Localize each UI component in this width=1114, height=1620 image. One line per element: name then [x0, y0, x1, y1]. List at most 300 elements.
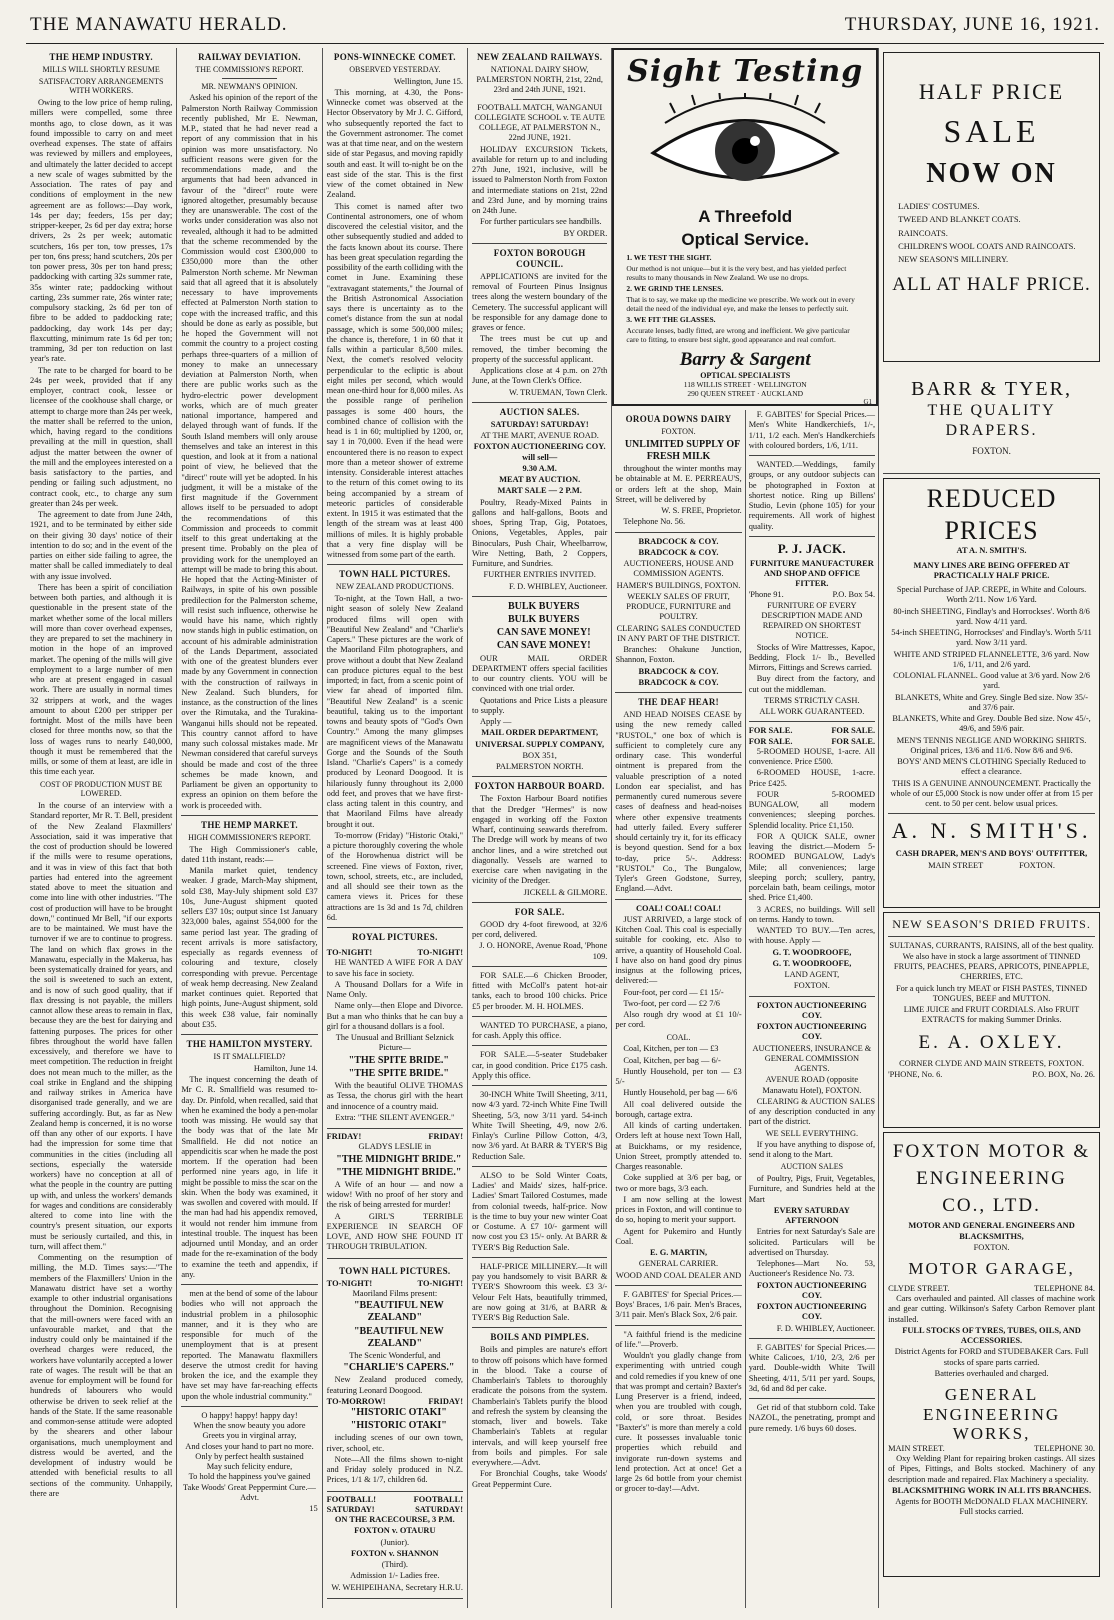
advert-sight-testing	[612, 48, 878, 406]
ad-label: FOOTBALL!	[326, 1494, 376, 1504]
ad-title: WORKS,	[952, 1424, 1031, 1444]
ad-text: MEN'S TENNIS NEGLIGE AND WORKING SHIRTS. Original prices, 13/6 and 11/6. Now 8/6 and 9/6.	[896, 735, 1087, 755]
ad-text: F. GABITES' for Special Prices.—Boys' Braces, 1/6 pair. Men's Braces, 3/11 pair. Men's Black Sox, 2/6 pair.	[615, 1289, 742, 1320]
dateline: Hamilton, June 14.	[253, 1063, 318, 1073]
ad-text: Also rough dry wood at £1 10/- per cord.	[615, 1010, 742, 1030]
divider	[472, 1045, 607, 1046]
ad-text: MAIL ORDER DEPARTMENT,	[481, 728, 599, 738]
ad-label: FRIDAY!	[428, 1396, 463, 1406]
ad-text: HE WANTED A WIFE FOR A DAY to save his face in society.	[326, 958, 463, 978]
divider	[749, 1398, 875, 1399]
ad-signature: W. WEHIPEIHANA, Secretary H.R.U.	[331, 1582, 463, 1592]
ad-row	[888, 1284, 1095, 1294]
divider	[615, 899, 741, 900]
headline-deaf-hear: THE DEAF HEAR!	[638, 697, 719, 708]
ad-text: Telephones—Mart No. 53, Auctioneer's Residence No. 73.	[748, 1259, 876, 1279]
headline-hamilton-mystery: THE HAMILTON MYSTERY.	[186, 1039, 313, 1050]
ad-text: "A faithful friend is the medicine of life."—Proverb.	[615, 1329, 742, 1349]
ad-text: CLEARING & AUCTION SALES of any description conducted in any part of the district.	[748, 1096, 876, 1127]
ad-text: PALMERSTON NORTH.	[495, 762, 584, 772]
ad-text: P.O. BOX, No. 26.	[1032, 1070, 1096, 1080]
divider	[327, 927, 463, 928]
ad-text: 3 ACRES, no buildings. Will sell on terms. Handy to town.	[748, 904, 876, 924]
article-paragraph: This comet is named after two Continental astronomers, one of whom discovered the celestial visitor, and the other subsequently studied and added to the facts known about its course. There has been great speculation regarding the possibility of the earth colliding with the comet in June. Examining these "extravagant statements," the Journal of the British Astronomical Association says there is uncertainty as to the comet's distance from the sun at nodal passage, which is some 500,000 miles; the chance is, therefore, 1 in 60 that it falls within a particular 8,500 miles. Next, the comet's resolved velocity perpendicular to the ecliptic is about eight miles per second, which would mean one-third hour for 8,000 miles. As the possible range of perihelion passages is some 400 hours, the combined chance of collision with the head is 1 in 60; multiplied by 1200, or, say 1 in 70,000. Even if the head were encountered there is no reason to expect more than a meteor shower of extreme intensity. Considerable interest attaches to the return of this comet owing to its being accompanied by a stream of meteoric particles of considerable extent. In 1915 it was estimated that the length of the stream was at least 400 millions of miles. It is highly probable that a very fine display will be witnessed from some part of the earth.	[326, 201, 463, 560]
subhead: AUCTION SALES	[780, 1162, 844, 1172]
ad-label: TO-NIGHT!	[326, 948, 373, 958]
ad-text: WANTED TO BUY.—Ten acres, with house. Apply —	[748, 926, 876, 946]
ad-text: (Junior).	[380, 1537, 410, 1547]
ad-row	[888, 861, 1095, 871]
advert-midnight-bride	[327, 1129, 463, 1259]
list-item: That is to say, we make up the medicine we prescribe. We work out in every detail the need of the individual eye, and make the lenses to perfectly suit.	[626, 295, 855, 313]
ad-text: MEAT BY AUCTION.	[499, 475, 581, 485]
ad-text: Agent for Pukemiro and Huntly Coal.	[615, 1226, 742, 1246]
ad-text: SATURDAY! SATURDAY!	[490, 419, 589, 429]
ad-text: The Foxton Harbour Board notifies that the Dredger "Hermes" is now engaged in working off the Foxton Wharf, continuing seawards therefrom. The Dredge will work by means of two anchor lines, and a wire stretched out diagonally. Vessels are warned to exercise care when navigating in the vicinity of the Dredger.	[472, 794, 608, 886]
column-6	[746, 410, 878, 1608]
subhead: COAL.	[666, 1032, 691, 1042]
advert-reduced-prices	[883, 478, 1100, 908]
ad-label: TO-NIGHT!	[417, 948, 463, 958]
ad-text: 'Phone 91.	[748, 590, 784, 600]
ad-text: throughout the winter months may be obtainable at M. E. PERREAU'S, or orders left at the shop, Main Street, will be delivered by	[615, 464, 742, 504]
ad-text: F. GABITES' for Special Prices.—White Calicoes, 1/10, 2/3, 2/6 per yard. Double-width White Twill Sheeting, 4/11, 5/11 per yard. Soups, 3d, 6d and 8d per cake.	[748, 1342, 876, 1393]
ad-text: All coal delivered outside the borough, cartage extra.	[615, 1099, 742, 1119]
ad-row	[327, 1495, 463, 1505]
subhead: IS IT SMALLFIELD?	[213, 1052, 286, 1062]
subhead: HIGH COMMISSIONER'S REPORT.	[188, 832, 311, 842]
ad-text: WANTED TO PURCHASE, a piano, for cash. Apply this office.	[472, 1020, 608, 1041]
eye-icon	[645, 93, 845, 203]
ad-text: Poultry, Ready-Mixed Paints in gallons and half-gallons, Boots and shoes, Spring Trap, Gig, Potatoes, Onions, Vegetables, Apples, pair Binoculars, Push Chair, Wheelbarrow, Wire Netting, Bath, 2 Coppers, Furniture, and Sundries.	[472, 497, 608, 569]
ad-title: FOXTON MOTOR &	[892, 1141, 1091, 1162]
ad-text: WOOD AND COAL DEALER AND	[615, 1270, 742, 1280]
ad-list	[888, 201, 1095, 265]
ad-text: HAMER'S BUILDINGS, FOXTON.	[616, 580, 741, 590]
ad-text: Four-foot, per cord — £1 15/-	[623, 987, 724, 997]
ad-text: TELEPHONE 30.	[1034, 1443, 1096, 1453]
divider	[749, 536, 875, 537]
ad-text: The Unusual and Brilliant Selznick Picture—	[335, 1033, 454, 1053]
ad-title: BARR & TYER,	[911, 378, 1072, 400]
ad-label: TO-MORROW!	[326, 1396, 386, 1406]
ad-title: CAN SAVE MONEY!	[496, 640, 591, 652]
headline-town-hall: TOWN HALL PICTURES.	[339, 569, 451, 580]
ad-text: 'PHONE, No. 6.	[888, 1070, 943, 1080]
ad-text: BRADCOCK & COY.	[638, 547, 719, 557]
ad-label: TO-NIGHT!	[417, 1278, 463, 1288]
ad-heading: TOWN HALL PICTURES.	[339, 1265, 451, 1276]
divider	[472, 1257, 607, 1258]
ad-text: 54-inch SHEETING, Horrockses' and Findlay's. Worth 5/11 yard. Now 3/11 yard.	[891, 628, 1092, 648]
ad-label: FOR SALE.	[831, 736, 876, 746]
ad-text: THIS IS A GENUINE ANNOUNCEMENT. Practically the whole of our £5,000 Stock is now under offer at from 15 per cent. to 50 per cent. below usual prices.	[890, 778, 1093, 809]
ad-text: Cars overhauled and painted. All classes of machine work and gear cutting. Wilkinson's Safety Carbon Remover plant installed.	[888, 1294, 1096, 1324]
article-paragraph: Asked his opinion of the report of the Palmerston North Railway Commission recently published, Mr E. Newman, M.P., stated that he had never read a report of any commission that in his opinion was more unsatisfactory. No sufficient reasons were given for the recommendations made, and the arguments that had been advanced in favour of the "direct" route were ignored altogether, presumably because they are unanswerable. The cost of the works under consideration was also not revealed, although it had to be admitted that the scheme recommended by the Commission would cost £300,000 to £350,000 more than the other Palmerston North scheme. Mr Newman said that all agreed that it is absolutely necessary to have improvements effected at Palmerston North station to cope with the increased traffic, and this should be done as early as possible, but he hoped the Government will not commit the country to a project costing perhaps three-quarters of a million of money to make an unnecessary deviation at Palmerston North, when there are public works such as the hydro-electric power development works, which are of much greater national importance, hampered and delayed through want of funds. If the South Island members will only arouse themselves and take an interest in this question, and look at it from a national point of view, he believed that the "direct" route will yet be adopted. In his judgment, it will be a mistake of the first magnitude if the Government allows itself to be persuaded to adopt the recommendations of this Commission and proceeds to commit itself to this great undertaking at the present time. Probably on the plea of providing work for the unemployed an attempt will be made to bring this about. He hoped that the Acting-Minister of Railways, in spite of his own possible predilection for the Palmerston scheme, will resist such influence, otherwise he would have his name, which rightly now stands high in public estimation, on account of his admirable administration of the Lands Department, associated with one of the greatest blunders ever made by any Government in connection with the construction of railways in New Zealand. Such blunders, for instance, as the construction of the lines over the Rimutaka, and the Turakina-Wanganui hills should not be repeated. This country cannot afford to have many such colossal mistakes made. Mr Newman considered that careful surveys should be made and cost of the three schemes be made known, and Parliament be given an opportunity to express an opinion on them before the work is proceeded with.	[181, 93, 318, 810]
ad-label: FOR SALE.	[831, 726, 876, 736]
ad-text: JUST ARRIVED, a large stock of Kitchen Coal. This coal is especially suitable for cooking, etc. Also to arrive, a quantity of Household Coal. I have also on hand good dry pinus insignus at the following prices, delivered:—	[615, 914, 742, 986]
ad-text: Boils and pimples are nature's effort to throw off poisons which have formed in the blood. Take a course of Chamberlain's Tablets to thoroughly eradicate the poisons from the system. Chamberlain's Tablets purify the blood and refresh the system by cleansing the stomach, liver and bowels. Take Chamberlain's Tablets at regular intervals, and will keep yourself free from boils and pimples. For sale everywhere.—Advt.	[472, 1345, 608, 1468]
article-paragraph: In the course of an interview with a Standard reporter, Mr R. T. Bell, president of the New Zealand Flaxmillers' Association, said it was imperative that the cost of production should be lowered if the mills were to resume operations, and it was in view of this fact that both parties had entered into the agreement stated above to meet the situation and come into line with other industries. "The cost of production will have to be brought down," continued Mr Bell, "if our exports are to be maintained. We must have the turnover if we are to continue to progress. The land on which flax grows in the Manawatu, especially in the Makerua, has been systematically drained for years, and the soil is sweetened to such an extent, and is now of such good quality, that if flax dressing is not payable, the millers cannot allow these areas to remain in flax, because they are the best for dairying and fattening purposes. The prices for other fibres throughout the world have fallen excessively, and therefore we have to meet competition. The reduction in freight does not mean much to the miller, as the coal strike in England and the shipping and railway strikes in America have disorganised trade generally, and we are suffering accordingly. But, as far as New Zealand hemp is concerned, it is no worse off than any other of our exports. I have had the impression for some time that communities in the cities (including all sections, especially the waterside workers) have no conception at all of what the people in the country are putting up with, and unless the workers' demands for wages and conditions are considerably altered to come into line with the country's present situation, our exports must be seriously curtailed, and this, in turn, will affect them."	[30, 801, 173, 1251]
subhead: COST OF PRODUCTION MUST BE LOWERED.	[39, 779, 163, 799]
ad-title: "BEAUTIFUL NEW ZEALAND"	[353, 1300, 444, 1324]
ad-text: ALL WORK GUARANTEED.	[759, 707, 865, 717]
ad-text: District Agents for FORD and STUDEBAKER Cars. Full stocks of spare parts carried.	[894, 1347, 1089, 1367]
masthead-date: THURSDAY, JUNE 16, 1921.	[844, 14, 1100, 35]
ad-text: of Poultry, Pigs, Fruit, Vegetables, Furniture, and Sundries held at the Mart	[748, 1174, 876, 1204]
headline-harbour-board: FOXTON HARBOUR BOARD.	[474, 781, 605, 792]
subhead: THE COMMISSION'S REPORT.	[195, 64, 304, 74]
ad-title: Sight Testing	[627, 54, 864, 89]
divider	[181, 1284, 317, 1285]
ad-text: AUCTIONEERS, INSURANCE & GENERAL COMMISSION AGENTS.	[752, 1043, 872, 1074]
ad-text: ON THE RACECOURSE, 3 P.M.	[334, 1515, 455, 1525]
ad-text: FOXTON AUCTIONEERING COY.	[756, 1302, 867, 1322]
ad-signature: F. D. WHIBLEY, Auctioneer.	[776, 1323, 876, 1333]
article-paragraph: The High Commissioner's cable, dated 11th instant, reads:—	[181, 844, 318, 864]
ad-signature: J. O. HONORE, Avenue Road, 'Phone 109.	[479, 941, 608, 961]
ad-text: Telephone No. 56.	[623, 517, 686, 527]
ad-text: Special Purchase of JAP. CREPE, in White and Colours. Worth 2/11. Now 1/6 Yard.	[896, 585, 1087, 605]
ad-text: MAIN STREET.	[888, 1443, 945, 1453]
ad-label: FOR SALE.	[748, 726, 793, 736]
ad-text: HALF-PRICE MILLINERY.—It will pay you handsomely to visit BARR & TYER'S Showroom this week. £3 3/- Velour Felt Hats, beautifully trimmed, are now going at 31/6, at BARR & TYER'S Big Reduction Sale.	[472, 1261, 608, 1323]
ad-title: "THE MIDNIGHT BRIDE."	[336, 1166, 462, 1178]
ad-text: FULL STOCKS OF TYRES, TUBES, OILS, AND ACCESSORIES.	[902, 1325, 1081, 1346]
list-item: 3. WE FIT THE GLASSES.	[626, 315, 716, 324]
ad-row	[749, 590, 875, 600]
ad-title: SALE	[943, 112, 1040, 149]
divider	[181, 815, 317, 816]
ad-text: Huntly Household, per ton — £3 5/-	[615, 1066, 742, 1087]
ad-text: NATIONAL DAIRY SHOW, PALMERSTON NORTH, 21st, 22nd, 23rd and 24th JUNE, 1921.	[476, 64, 603, 95]
ad-signature: JICKELL & GILMORE.	[523, 887, 608, 897]
headline-dairy: OROUA DOWNS DAIRY	[625, 414, 732, 424]
article-paragraph: Owing to the low price of hemp ruling, millers were compelled, some three months ago, to close down, as it was found impossible to carry on and meet overhead expenses. The state of affairs was reviewed by millers and employees, and ultimately the latter decided to accept a new scale of wages submitted by the Association. The rates of pay and conditions of employment in the new agreement are as follows:—Day work, 14s per day; feeders, 15s per day; stripper-keeper, 2s 6d per day extra; horse drivers, 2s 2s per week; automatic scutchers, 16s per ton, tow presses, 17s per ton, 6ns press; hand scutchers, 20s per ton power press, 30s per ton hand press; paddocking with carting 32s summer rate, 35s winter rate; paddocking without carting, 23s summer rate, 26s winter rate; compulsory stacking, 2s 6d per ton of fibre to be added to paddocking rate; paddocking, day work 14s per day; flaxcutting, minimum rate 1s 6d per ton; tramming, 3d per ton reduction on last year's rate.	[30, 98, 173, 364]
article-paragraph: men at the bend of some of the labour bodies who will not approach the industrial problem in a philosophic manner, and it is they who are responsible for much of the unemployment that is at present reported. The Manawatu flaxmillers deserve the utmost credit for having broken the ice, and the example they have set may have far-reaching effects upon the whole industrial community."	[181, 1289, 318, 1401]
divider	[749, 1338, 875, 1339]
ad-text: BRADCOCK & COY.	[638, 666, 719, 676]
ad-text: A Thousand Dollars for a Wife in Name Only.	[326, 979, 463, 1000]
ad-text: FOR A QUICK SALE, owner leaving the district.—Modern 5-ROOMED BUNGALOW, Lady's Mile; all conveniences; large sleeping porch; scullery, pantry, porcelain bath, beam ceilings, motor shed. Price £1,400.	[748, 831, 876, 903]
headline-comet: PONS-WINNECKE COMET.	[333, 52, 456, 62]
ad-text: We also have in stock a large assortment of TINNED FRUITS, PEACHES, PEARS, APRICOTS, PINEAPPLE, CHERRIES, ETC.	[893, 951, 1090, 982]
columns	[26, 48, 1104, 1608]
ad-brand: Barry & Sargent	[679, 349, 811, 370]
list-item: 1. WE TEST THE SIGHT.	[626, 253, 712, 262]
ad-row	[888, 1444, 1095, 1454]
ad-text: FOXTON.	[793, 981, 830, 991]
divider	[472, 1016, 607, 1017]
ad-title: NOW ON	[926, 157, 1057, 189]
ad-label: SATURDAY!	[415, 1504, 463, 1514]
ad-text: Coal, Kitchen, per ton — £3	[623, 1044, 719, 1054]
ad-title: "HISTORIC OTAKI"	[350, 1420, 447, 1432]
masthead-title: THE MANAWATU HERALD.	[30, 14, 288, 35]
ad-text: FURNITURE OF EVERY DESCRIPTION MADE AND REPAIRED ON SHORTEST NOTICE.	[761, 600, 863, 641]
masthead	[26, 8, 1104, 44]
list-item: CHILDREN'S WOOL COATS AND RAINCOATS.	[898, 241, 1076, 252]
ad-text: AT A. N. SMITH'S.	[956, 546, 1027, 556]
article-paragraph: There has been a spirit of conciliation between both parties, and although it is questionable in the present state of the market whether some of the local millers will more than cover overhead expenses, they are prepared to set the machinery in motion in the hope of an improved market. The opening of the mills will give employment to a large number of men who are at present engaged in casual work. There are usually in normal times 32 strippers at work, and the wages amount to about £200 per stripper per fortnight. Most of the mills have been closed for three months now, so that the loss of wages runs to nearly £40,000, though it must be remembered that the mills, or some of them at least, are idle in this time each year.	[30, 582, 173, 777]
list-item: RAINCOATS.	[898, 227, 948, 238]
divider	[472, 596, 607, 597]
ad-text: CORNER CLYDE AND MAIN STREETS, FOXTON.	[899, 1058, 1084, 1068]
ad-text: F. GABITES' for Special Prices.—Men's White Handkerchiefs, 1/-, 1/11, 1/2 each. Men's Handkerchiefs with coloured borders, 1/6, 1/11.	[748, 410, 876, 450]
list-item: TWEED AND BLANKET COATS.	[898, 214, 1021, 225]
divider	[181, 1406, 317, 1407]
ad-text: WHITE AND STRIPED FLANNELETTE, 3/6 yard. Now 1/6, 1/11, and 2/6 yard.	[893, 649, 1090, 669]
ad-text: Batteries overhauled and charged.	[934, 1368, 1049, 1378]
ad-label: FOR SALE.	[748, 736, 793, 746]
ad-text: 5-ROOMED HOUSE, 1-acre. All convenience. Price £500.	[748, 746, 876, 767]
subhead: MILLS WILL SHORTLY RESUME	[42, 64, 160, 74]
ad-text: Coke supplied at 3/6 per bag, or two or more bags, 3/3 each.	[615, 1173, 742, 1193]
ad-signature: BY ORDER.	[563, 228, 608, 238]
ad-text: Apply —	[480, 717, 512, 727]
ad-text: FURTHER ENTRIES INVITED.	[483, 570, 596, 580]
headline-pj-jack: P. J. JACK.	[777, 540, 846, 556]
ad-text: OUR MAIL ORDER DEPARTMENT offers special facilities to our country clients. YOU will be convinced with one trial order.	[472, 653, 608, 694]
article-paragraph: The rate to be charged for board to be 24s per week, provided that if any employer, contract cook, lessee or licensee of the cookhouse shall charge, or attempt to charge more than 24s per week, the matter shall be referred to the union, which, having regard to the conditions prevailing at the mill in question, shall adjust the matter between the owner of the mill and the employees interested on a basis satisfactory to the parties, and pending or failing such adjustment, no contract cook, etc., to charge any sum greater than 24s per week.	[30, 365, 173, 508]
ad-signature: W. S. FREE, Proprietor.	[661, 506, 742, 516]
advert-dried-fruits	[883, 912, 1100, 1128]
ad-text: WE SELL EVERYTHING.	[765, 1128, 859, 1138]
column-1	[26, 48, 177, 1608]
divider	[615, 532, 741, 533]
divider	[472, 402, 607, 403]
divider	[222, 78, 277, 79]
list-item: Accurate lenses, badly fitted, are wrong and inefficient. We give particular care to fitting, to ensure best sight, good appearance and real comfort.	[626, 326, 850, 344]
ad-row	[749, 737, 875, 747]
list-item: NEW SEASON'S MILLINERY.	[898, 254, 1009, 265]
ad-text: GLADYS LESLIE in	[358, 1142, 432, 1152]
ad-title: BULK BUYERS	[507, 600, 580, 612]
headline-auction-sales: AUCTION SALES.	[499, 406, 580, 417]
ad-text: LIME JUICE and FRUIT CORDIALS. Also FRUIT EXTRACTS for making Summer Drinks.	[903, 1005, 1080, 1025]
ad-text: Extra: "THE SILENT AVENGER."	[335, 1112, 455, 1122]
headline-railways: NEW ZEALAND RAILWAYS.	[477, 52, 603, 62]
ad-label: FOOTBALL!	[413, 1494, 463, 1504]
ad-text: APPLICATIONS are invited for the removal of Fourteen Pinus Insignus trees along the western boundary of the Cemetery. The successful applicant will be responsible for any damage done to graves or fence.	[472, 271, 608, 333]
headline-hemp-industry: THE HEMP INDUSTRY.	[49, 52, 153, 62]
divider	[749, 996, 875, 997]
ad-text: BOYS' AND MEN'S CLOTHING Specially Reduced to effect a clearance.	[897, 757, 1086, 777]
article-paragraph: Commenting on the resumption of milling, the M.D. Times says:—"The members of the Flaxmillers' Union in the Manawatu district have set a worthy example to other industrial organisations throughout the Dominion. Recognising that the mill-owners were faced with an unfavourable market, and that the industry could only be maintained if the overhead charges were reduced, the workers have voluntarily accepted a lower rate of wages. The result will be that an avenue for employment will be found for hundreds of labourers who would otherwise be driven to seek relief at the hands of the State. If the same reasonable and common-sense attitude were adopted by the shearers and other labour organisations, much unemployment and distress would be averted, and the development of industry would be attended with beneficial results to all sections of the community. Unhappily, there are	[30, 1253, 173, 1498]
ad-title: NEW SEASON'S DRIED FRUITS.	[892, 917, 1091, 931]
ad-text: Buy direct from the factory, and cut out the middleman.	[748, 674, 876, 694]
headline-royal-pictures: ROYAL PICTURES.	[351, 932, 438, 943]
list-item: LADIES' COSTUMES.	[898, 201, 980, 212]
list-item: Our method is not unique—but it is the very best, and has yielded perfect results to many thousands in New Zealand. We use no drops.	[626, 264, 847, 282]
ad-text: MART SALE — 2 P.M.	[497, 486, 582, 496]
ad-text: Applications close at 4 p.m. on 27th June, at the Town Clerk's Office.	[472, 366, 608, 386]
ad-title: ENGINEERING	[916, 1167, 1067, 1189]
ad-text: FOXTON v. SHANNON	[351, 1548, 439, 1558]
ad-text: TELEPHONE 84.	[1034, 1283, 1096, 1293]
ad-text: Name only—then Elope and Divorce. But a man who thinks that he can buy a girl for a thousand dollars is a fool.	[326, 1001, 463, 1031]
column-5	[612, 410, 745, 1608]
advert-half-price-sale	[883, 52, 1100, 362]
ad-row	[327, 1397, 463, 1407]
ad-title: E. A. OXLEY.	[918, 1031, 1065, 1053]
ad-text: BOX 351,	[522, 750, 557, 760]
ad-text: OPTICAL SPECIALISTS	[700, 371, 791, 380]
divider	[327, 564, 463, 565]
divider	[472, 966, 607, 967]
advert-town-hall-pictures	[327, 1259, 463, 1492]
headline-hemp-market: THE HEMP MARKET.	[201, 819, 298, 830]
ad-text: including scenes of our own town, river, school, etc.	[326, 1433, 463, 1453]
ad-title: HALF PRICE	[918, 79, 1065, 104]
column-4	[468, 48, 612, 1608]
ad-text: Quotations and Price Lists a pleasure to supply.	[472, 695, 608, 715]
ad-text: For further particulars see handbills.	[480, 217, 602, 227]
headline-for-sale: FOR SALE.	[514, 906, 565, 917]
divider	[513, 99, 567, 100]
ad-text: Admission 1/- Ladies free.	[350, 1571, 440, 1581]
ad-text: BRADCOCK & COY.	[638, 677, 719, 687]
ad-text: SULTANAS, CURRANTS, RAISINS, all of the best quality.	[889, 940, 1094, 950]
headline-railway-deviation: RAILWAY DEVIATION.	[198, 52, 301, 62]
ad-code: G1	[863, 398, 873, 406]
ad-text: FOXTON.	[973, 1242, 1010, 1252]
ad-text: FOR SALE.—6 Chicken Brooder, fitted with McColl's patent hot-air tanks, each to brood 100 chicks. Price £5 per brooder. M. H. HOLMES.	[472, 970, 608, 1011]
ad-signature: W. TRUEMAN, Town Clerk.	[508, 387, 608, 397]
ad-text: FOXTON.	[1019, 860, 1056, 870]
ad-row	[327, 1505, 463, 1515]
divider	[472, 1327, 607, 1328]
ad-text: CASH DRAPER, MEN'S AND BOYS' OUTFITTER,	[895, 849, 1088, 859]
subhead: MR. NEWMAN'S OPINION.	[201, 81, 298, 91]
ad-title: THE QUALITY DRAPERS.	[927, 402, 1056, 439]
advert-poem: O happy! happy! happy day! When the snow beauty you adore Greets you in virginal array, And closes your hand to part no more. Only by perfect health sustained May such felicity endure, To hold the happiness you've gained Take Woods' Great Peppermint Cure.—Advt.	[183, 1410, 316, 1502]
ad-text: Stocks of Wire Mattresses, Kapoc, Bedding, Flock 1/- lb., Bevelled Mirrors, Fittings and Screws carried.	[748, 642, 876, 673]
ad-text: Note—All the films shown to-night and Friday solely produced in N.Z. Prices, 1/1 & 1/7, children 6d.	[326, 1454, 463, 1485]
article-paragraph: Manila market quiet, tendency weaker. J grade, March-May shipment, sold £38, May-July shipment sold £37 10s, June-August shipment quoted sellers £37 10s; output since 1st January 323,000 bales, against 554,000 for the same period last year. The grading of recent arrivals is more satisfactory, especially as regards evenness of colouring and texture, closely corresponding with prevue. Percentage of weak hemp decreasing. New Zealand market continues quiet. Reported that high points, June-August shipment, sold this week £38 value, fair nominally about £35.	[181, 866, 318, 1029]
ad-list	[618, 253, 872, 344]
ad-text: UNIVERSAL SUPPLY COMPANY,	[475, 739, 605, 749]
article-paragraph: The agreement to date from June 24th, 1921, and to be terminated by either side on their giving 30 days' notice of their intention to do so; and in the event of the parties on either side failing to agree, the matter shall be called immediately to deal with any issue involved.	[30, 510, 173, 581]
ad-text: If you have anything to dispose of, send it along to the Mart.	[748, 1139, 876, 1160]
ad-title: "HISTORIC OTAKI"	[350, 1407, 447, 1419]
ad-row	[327, 948, 463, 958]
ad-text: BLANKETS, White and Grey. Single Bed size. Now 35/- and 37/6 pair.	[895, 692, 1089, 712]
ad-text: GOOD dry 4-foot firewood, at 32/6 per cord, delivered.	[472, 919, 608, 940]
ad-text: Wouldn't you gladly change from experimenting with untried cough and cold remedies if you knew of one that was prompt and certain? Baxter's Lung Preserver is a friend, indeed, when you are troubled with cough, cold, or sore throat. Besides "Baxter's" is more than merely a cold cure. It possesses invaluable tonic properties which rebuild and invigorate run-down systems and lend protection. Act at once! Get a large 2s 6d bottle from your chemist or grocer to-day!—Advt.	[615, 1351, 742, 1494]
ad-title: CAN SAVE MONEY!	[496, 627, 591, 639]
ad-text: For Bronchial Coughs, take Woods' Great Peppermint Cure.	[472, 1469, 608, 1489]
ad-text: FOUR 5-ROOMED BUNGALOW, all modern conveniences; sleeping porches. Splendid locality. Price £1,150.	[748, 789, 876, 830]
ad-text: I am now selling at the lowest prices in Foxton, and will continue to do so, hoping to merit your support.	[615, 1194, 742, 1225]
ad-text: Entries for next Saturday's Sale are solicited. Particulars will be advertised on Thursday.	[748, 1227, 876, 1257]
divider	[888, 936, 1095, 937]
ad-text: Branches: Ohakune Junction, Shannon, Foxton.	[615, 645, 742, 665]
ad-row	[888, 1070, 1095, 1080]
column-2	[177, 48, 322, 1608]
divider	[472, 1085, 607, 1086]
ad-text: BLANKETS, White and Grey. Double Bed size. Now 45/-, 49/6, and 59/6 pair.	[892, 714, 1091, 734]
ad-text: CLEARING SALES CONDUCTED IN ANY PART OF THE DISTRICT.	[616, 623, 741, 643]
ad-text: MAIN STREET	[928, 860, 984, 870]
ad-text: G. T. WOODROOFE,	[772, 958, 852, 968]
ad-text: (Third).	[381, 1560, 408, 1570]
ad-text: 30-INCH White Twill Sheeting, 3/11, now 4/3 yard. 72-inch White Fine Twill Sheeting, 5/3, now 3/11 yard. 54-inch White Twill Sheeting, 4/9, now 2/6. Finlay's Curline Pillow Cotton, 4/3, now 3/6 yard. At BARR & TYER'S Big Reduction Sale.	[472, 1090, 608, 1161]
ad-text: FOOTBALL MATCH, WANGANUI COLLEGIATE SCHOOL v. TE AUTE COLLEGE, AT PALMERSTON N., 22nd JUNE, 1921.	[474, 102, 605, 143]
ad-text: CLYDE STREET.	[888, 1283, 950, 1293]
ad-text: Coal, Kitchen, per bag — 6/-	[623, 1055, 721, 1065]
ad-title: "THE SPITE BRIDE."	[348, 1054, 449, 1066]
advert-barr-tyer	[883, 366, 1100, 474]
ad-text: 80-inch SHEETING, Findlay's and Horrockses'. Worth 8/6 yard. Now 4/11 yard.	[893, 606, 1090, 626]
ad-text: 6-ROOMED HOUSE, 1-acre. Price £425.	[748, 768, 876, 788]
ad-text: All kinds of carting undertaken. Orders left at house next Town Hall, at Buickhams, or my residence, Union Street, promptly attended to. Charges reasonable.	[615, 1121, 742, 1172]
ad-text: G. T. WOODROOFE,	[772, 947, 852, 957]
ad-label: FRIDAY!	[326, 1132, 362, 1142]
ad-text: COLONIAL FLANNEL. Good value at 3/6 yard. Now 2/6 yard.	[893, 671, 1090, 691]
ad-text: 9.30 A.M.	[522, 463, 557, 473]
ad-text: ALSO to be Sold Winter Coats, Ladies' and Maids' sizes, half-price. Ladies' Smart Tailored Costumes, made from colonial tweeds, half-price. Now is the time to buy your new winter Coat or Costume. A £7 10/- garment will now cost you £3 15/- only. At BARR & TYER'S Big Reduction Sale.	[472, 1170, 608, 1252]
columns-5-6-body	[612, 410, 878, 1608]
ad-text: AVENUE ROAD (opposite Manawatu Hotel), FOXTON.	[762, 1075, 862, 1095]
ad-label: SATURDAY!	[326, 1504, 375, 1514]
ad-text: P.O. Box 54.	[832, 590, 876, 600]
headline-boils: BOILS AND PIMPLES.	[490, 1332, 589, 1343]
ad-text: With the beautiful OLIVE THOMAS as Tessa, the chorus girl with the heart and innocence of a country maid.	[326, 1081, 463, 1111]
ad-text: MANY LINES ARE BEING OFFERED AT PRACTICALLY HALF PRICE.	[913, 560, 1070, 580]
ad-row	[749, 726, 875, 736]
ad-text: New Zealand produced comedy, featuring Leonard Doogood.	[326, 1375, 463, 1395]
subhead: OBSERVED YESTERDAY.	[349, 64, 441, 74]
ad-text: Agents for BOOTH McDONALD FLAX MACHINERY. Full stocks carried.	[895, 1497, 1088, 1517]
ad-text: Get rid of that stubborn cold. Take NAZOL, the penetrating, prompt and pure remedy. 1/6 buys 60 doses.	[748, 1403, 876, 1433]
ad-text: Oxy Welding Plant for repairing broken castings. All sizes of Pipes, Fittings, and Bolts stocked. Machinery of any description made and repaired. Flax Machinery a speciality.	[888, 1454, 1096, 1484]
divider	[472, 902, 607, 903]
article-paragraph: The inquest concerning the death of Mr C. R. Smallfield was resumed to-day. Dr. Pinfold, when recalled, said that when he examined the body a pen-molar tooth was missing. He would say that the body was that of the late Mr Smallfield. He did not notice an appendicitis scar when he made the post mortem. If the operation had been performed nine years ago, in life it might be possible to miss the scar on the skin. When the body was examined, it was swollen and covered with mould. If the man had had his appendix removed, it would not render him immune from intestinal trouble. The inquest has been adjourned until Monday, and an order made for the re-examination of the body to examine the teeth and appendix, if any.	[181, 1075, 318, 1279]
ad-signature: F. D. WHIBLEY, Auctioneer.	[508, 581, 608, 591]
divider	[181, 1034, 317, 1035]
dateline: Wellington, June 15.	[393, 76, 463, 86]
ad-subtitle: Optical Service.	[681, 230, 809, 249]
ad-text: FOXTON AUCTIONEERING COY.	[756, 1022, 867, 1042]
ad-text: TERMS STRICTLY CASH.	[764, 695, 860, 705]
ad-text: 290 QUEEN STREET · AUCKLAND	[687, 389, 804, 398]
ad-label: FRIDAY!	[428, 1132, 463, 1142]
ad-text: The Scenic Wonderful, and	[349, 1350, 441, 1360]
divider	[615, 692, 741, 693]
ad-title: "BEAUTIFUL NEW ZEALAND"	[353, 1325, 444, 1349]
ad-title: "CHARLIE'S CAPERS."	[343, 1362, 455, 1374]
divider	[888, 813, 1095, 814]
ad-text: BLACKSMITHING WORK IN ALL ITS BRANCHES.	[892, 1485, 1092, 1495]
article-paragraph: To-morrow (Friday) "Historic Otaki," a picture thoroughly covering the whole of the Horowhenua district will be screened. Fine views of Foxton, river, town, school, streets, etc., are included, and all should see their town as the camera views it. Prices for these attractions are 1s 3d and 1s 7d, children 6d.	[326, 830, 463, 922]
article-paragraph: This morning, at 4.30, the Pons-Winnecke comet was observed at the Hector Observatory by Mr J. C. Gifford, who subsequently reported the fact to the Government astronomer. The comet was at that time near, and on the western side of star Pegasus, and moving rapidly south and east. It will to-night be on the east side of the star. This is the first view of the comet obtained in New Zealand.	[326, 87, 463, 200]
ad-text: Two-foot, per cord — £2 7/6	[623, 998, 720, 1008]
ad-text: MOTOR AND GENERAL ENGINEERS AND BLACKSMITHS,	[908, 1221, 1075, 1241]
ad-title: MOTOR GARAGE,	[908, 1259, 1075, 1279]
subhead: FOXTON.	[661, 426, 696, 436]
ad-text: FOXTON v. OTAURU	[354, 1526, 436, 1536]
ad-text: A GIRL'S TERRIBLE EXPERIENCE IN SEARCH OF LOVE, AND HOW SHE FOUND IT THROUGH TRIBULATION.	[326, 1211, 463, 1252]
headline-borough-council: FOXTON BOROUGH COUNCIL.	[493, 247, 586, 269]
ad-text: 118 WILLIS STREET · WELLINGTON	[683, 380, 807, 389]
ad-text: FOXTON AUCTIONEERING COY. will sell—	[473, 442, 606, 462]
ad-subtitle: A Threefold	[698, 207, 793, 226]
ad-title: REDUCED PRICES	[926, 484, 1057, 545]
advert-spite-bride	[327, 945, 463, 1129]
ad-text: LAND AGENT,	[784, 970, 840, 980]
ad-text: WANTED.—Weddings, family groups, or any outdoor subjects can be photographed in Foxton at shortest notice. Ring up Billens' Studio, Levin (phone 105) for your requirements. All work of highest quality.	[748, 460, 876, 531]
